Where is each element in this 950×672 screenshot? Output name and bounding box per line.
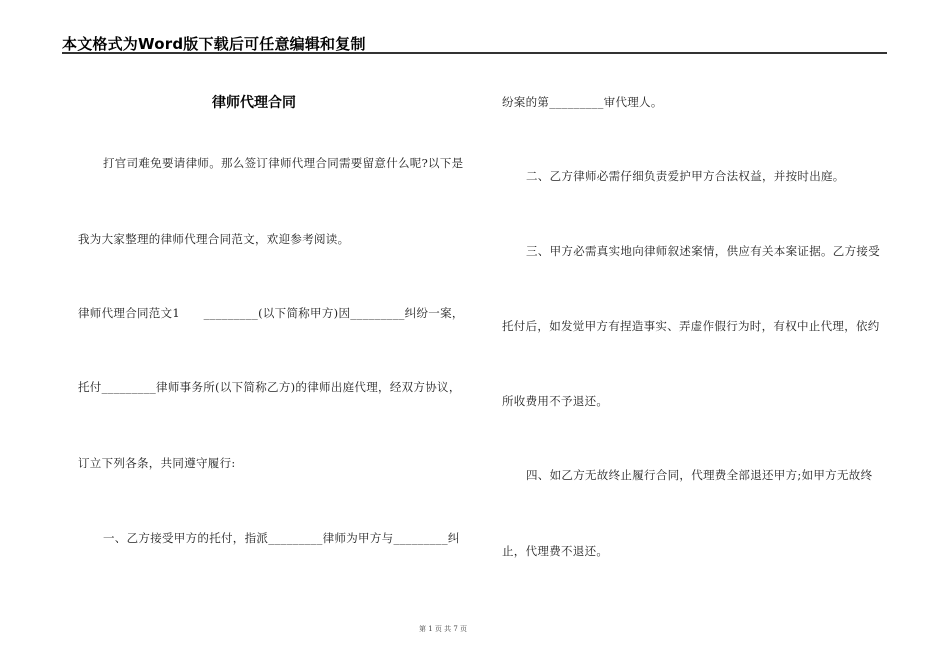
paragraph-line: 律师代理合同范文1 _________(以下简称甲方)因_________纠纷一案， [78, 306, 464, 320]
paragraph-line: 纷案的第_________审代理人。 [502, 95, 663, 109]
paragraph-line: 打官司难免要请律师。那么签订律师代理合同需要留意什么呢?以下是 [103, 156, 464, 170]
paragraph-line: 三、甲方必需真实地向律师叙述案情，供应有关本案证据。乙方接受 [526, 244, 880, 258]
paragraph-line: 止，代理费不退还。 [502, 544, 609, 558]
paragraph-line: 所收费用不予退还。 [502, 394, 609, 408]
paragraph-line: 四、如乙方无故终止履行合同，代理费全部退还甲方;如甲方无故终 [526, 468, 873, 482]
document-title: 律师代理合同 [212, 95, 296, 111]
paragraph-line: 一、乙方接受甲方的托付，指派_________律师为甲方与_________纠 [103, 531, 460, 545]
paragraph-line: 二、乙方律师必需仔细负责爱护甲方合法权益，并按时出庭。 [526, 169, 845, 183]
paragraph-line: 订立下列各条，共同遵守履行: [78, 456, 236, 470]
paragraph-line: 我为大家整理的律师代理合同范文，欢迎参考阅读。 [78, 232, 350, 246]
download-banner: 本文格式为Word版下载后可任意编辑和复制 [62, 35, 366, 53]
paragraph-line: 托付后，如发觉甲方有捏造事实、弄虚作假行为时，有权中止代理，依约 [502, 319, 880, 333]
header-divider [62, 52, 887, 54]
page-number: 第 1 页 共 7 页 [418, 625, 468, 633]
paragraph-line: 托付_________律师事务所(以下简称乙方)的律师出庭代理，经双方协议， [78, 380, 461, 394]
